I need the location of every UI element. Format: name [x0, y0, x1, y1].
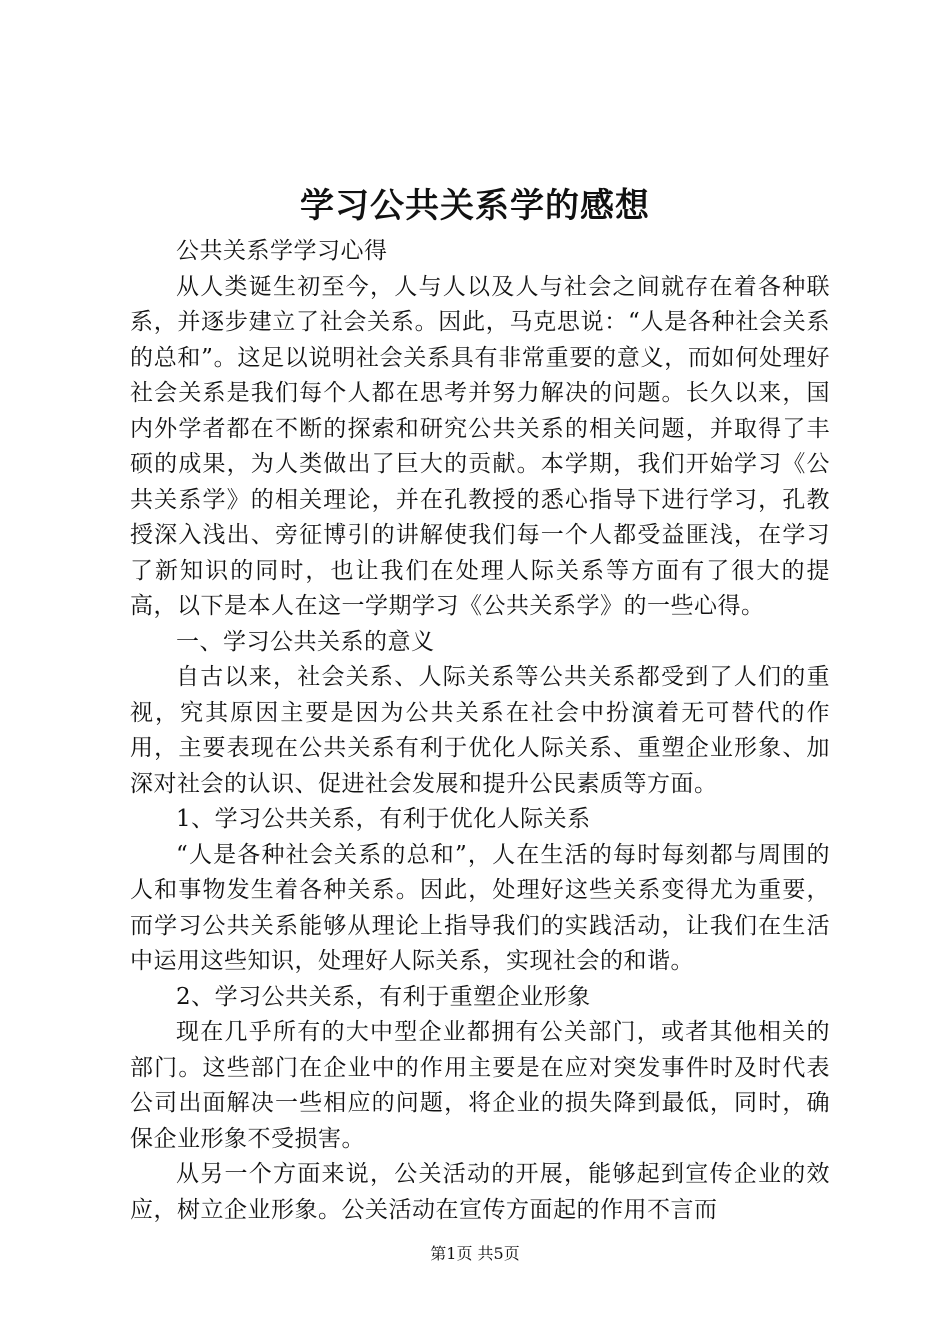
subheading-interpersonal: 1、学习公共关系，有利于优化人际关系	[176, 806, 591, 832]
page-number-footer: 第1页 共5页	[430, 1244, 520, 1263]
section-heading-significance: 一、学习公共关系的意义	[176, 628, 435, 655]
significance-paragraph: 自古以来，社会关系、人际关系等公共关系都受到了人们的重视，究其原因主要是因为公共关系在社会中扮演着无可替代的作用，主要表现在公共关系有利于优化人际关系、重塑企业形象、加深对社会的认识、促进社会发展和提升公民素质等方面。	[130, 664, 830, 797]
document-body	[130, 234, 830, 1228]
corporate-image-paragraph: 现在几乎所有的大中型企业都拥有公关部门，或者其他相关的部门。这些部门在企业中的作用主要是在应对突发事件时及时代表公司出面解决一些相应的问题，将企业的损失降到最低，同时，确保企业形象不受损害。	[130, 1019, 830, 1152]
document-title: 学习公共关系学的感想	[300, 186, 650, 226]
intro-paragraph: 从人类诞生初至今，人与人以及人与社会之间就存在着各种联系，并逐步建立了社会关系。因此，马克思说：“人是各种社会关系的总和”。这足以说明社会关系具有非常重要的意义，而如何处理好社会关系是我们每个人都在思考并努力解决的问题。长久以来，国内外学者都在不断的探索和研究公共关系的相关问题，并取得了丰硕的成果，为人类做出了巨大的贡献。本学期，我们开始学习《公共关系学》的相关理论，并在孔教授的悉心指导下进行学习，孔教授深入浅出、旁征博引的讲解使我们每一个人都受益匪浅，在学习了新知识的同时，也让我们在处理人际关系等方面有了很大的提高，以下是本人在这一学期学习《公共关系学》的一些心得。	[130, 273, 830, 619]
publicity-paragraph: 从另一个方面来说，公关活动的开展，能够起到宣传企业的效应，树立企业形象。公关活动在宣传方面起的作用不言而	[130, 1161, 830, 1223]
subheading-corporate-image: 2、学习公共关系，有利于重塑企业形象	[176, 983, 591, 1010]
subtitle-paragraph: 公共关系学学习心得	[176, 238, 388, 264]
interpersonal-paragraph: “人是各种社会关系的总和”，人在生活的每时每刻都与周围的人和事物发生着各种关系。因此，处理好这些关系变得尤为重要，而学习公共关系能够从理论上指导我们的实践活动，让我们在生活中运用这些知识，处理好人际关系，实现社会的和谐。	[130, 841, 830, 974]
